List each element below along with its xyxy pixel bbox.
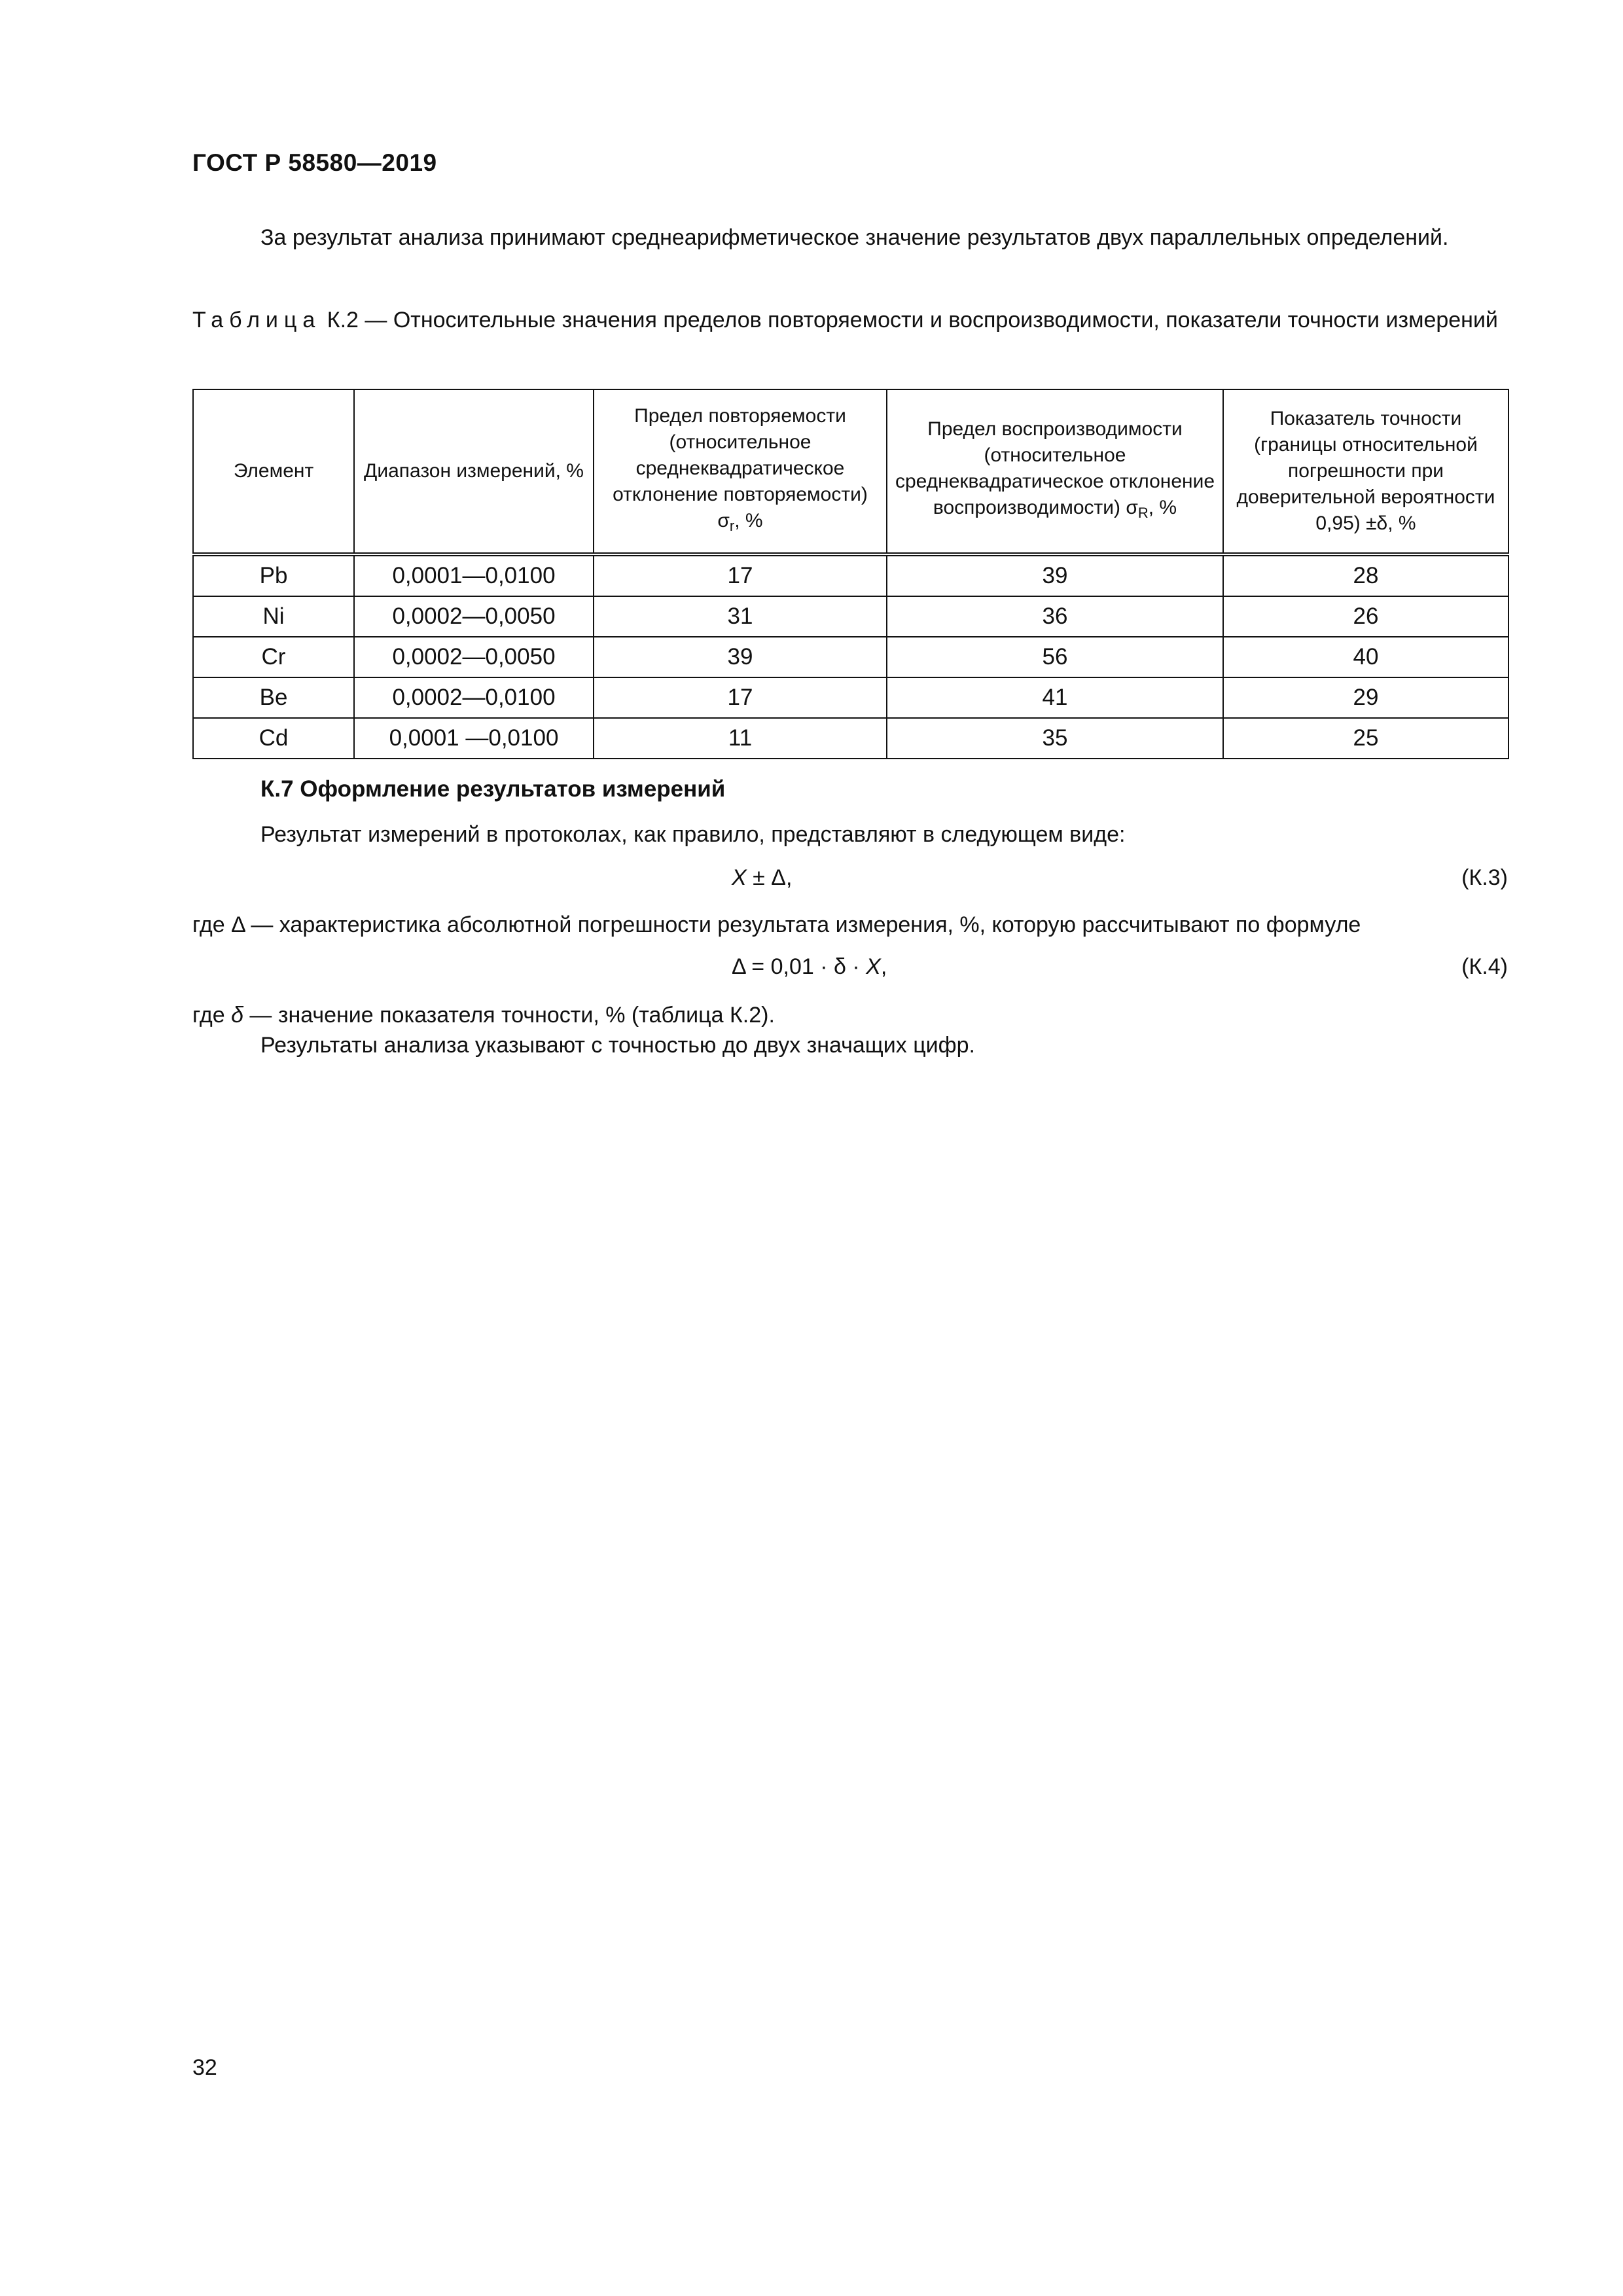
section-title: К.7 Оформление результатов измерений — [260, 776, 726, 802]
table-caption — [192, 305, 1508, 335]
cell-element: Cd — [193, 718, 354, 759]
precision-table — [192, 389, 1509, 759]
cell-accuracy: 40 — [1223, 637, 1508, 677]
cell-reproducibility: 36 — [887, 596, 1223, 637]
cell-range: 0,0002—0,0100 — [354, 677, 594, 718]
table-row — [193, 554, 1508, 596]
cell-repeatability: 31 — [594, 596, 887, 637]
table-caption-text: К.2 — Относительные значения пределов повторяемости и воспроизводимости, показатели точности измерений — [321, 308, 1498, 332]
formula-k4-number: (К.4) — [1461, 954, 1508, 979]
cell-repeatability: 39 — [594, 637, 887, 677]
cell-accuracy: 29 — [1223, 677, 1508, 718]
col-header-reproducibility: Предел воспроизводимости (относительное среднеквадратическое отклонение воспроизводимости) $\sigma_R$, % — [887, 389, 1223, 554]
intro-paragraph: За результат анализа принимают среднеарифметическое значение результатов двух параллельных определений. — [260, 225, 1449, 250]
cell-accuracy: 26 — [1223, 596, 1508, 637]
cell-element: Be — [193, 677, 354, 718]
col-header-range: Диапазон измерений, % — [354, 389, 594, 554]
cell-reproducibility: 39 — [887, 554, 1223, 596]
formula-k4: Δ = 0,01 · δ · X, — [732, 954, 887, 979]
table-caption-prefix: Таблица — [192, 308, 321, 332]
table-header-row — [193, 389, 1508, 554]
col-header-element: Элемент — [193, 389, 354, 554]
cell-range: 0,0001 —0,0100 — [354, 718, 594, 759]
cell-reproducibility: 41 — [887, 677, 1223, 718]
page-number: 32 — [192, 2055, 217, 2080]
cell-range: 0,0002—0,0050 — [354, 637, 594, 677]
cell-accuracy: 25 — [1223, 718, 1508, 759]
cell-repeatability: 11 — [594, 718, 887, 759]
cell-range: 0,0002—0,0050 — [354, 596, 594, 637]
cell-element: Pb — [193, 554, 354, 596]
cell-repeatability: 17 — [594, 554, 887, 596]
cell-range: 0,0001—0,0100 — [354, 554, 594, 596]
document-id-header: ГОСТ Р 58580—2019 — [192, 149, 437, 176]
cell-repeatability: 17 — [594, 677, 887, 718]
where-delta-paragraph: где Δ — характеристика абсолютной погрешности результата измерения, %, которую рассчитывают по формуле — [192, 912, 1361, 937]
cell-element: Ni — [193, 596, 354, 637]
table-row — [193, 637, 1508, 677]
cell-accuracy: 28 — [1223, 554, 1508, 596]
col-header-accuracy: Показатель точности (границы относительной погрешности при доверительной вероятности 0,95) ±δ, % — [1223, 389, 1508, 554]
table-row — [193, 718, 1508, 759]
section-paragraph: Результат измерений в протоколах, как правило, представляют в следующем виде: — [260, 822, 1126, 847]
formula-k3: X ± Δ, — [732, 865, 793, 890]
table-row — [193, 677, 1508, 718]
cell-element: Cr — [193, 637, 354, 677]
cell-reproducibility: 56 — [887, 637, 1223, 677]
table-row — [193, 596, 1508, 637]
where-delta-small-paragraph: где δ — значение показателя точности, % (таблица К.2). — [192, 1003, 775, 1028]
cell-reproducibility: 35 — [887, 718, 1223, 759]
formula-k3-number: (К.3) — [1461, 865, 1508, 890]
final-paragraph: Результаты анализа указывают с точностью до двух значащих цифр. — [260, 1033, 976, 1058]
col-header-repeatability: Предел повторяемости (относительное среднеквадратическое отклонение повторяемости) $\sigma_r$, % — [594, 389, 887, 554]
